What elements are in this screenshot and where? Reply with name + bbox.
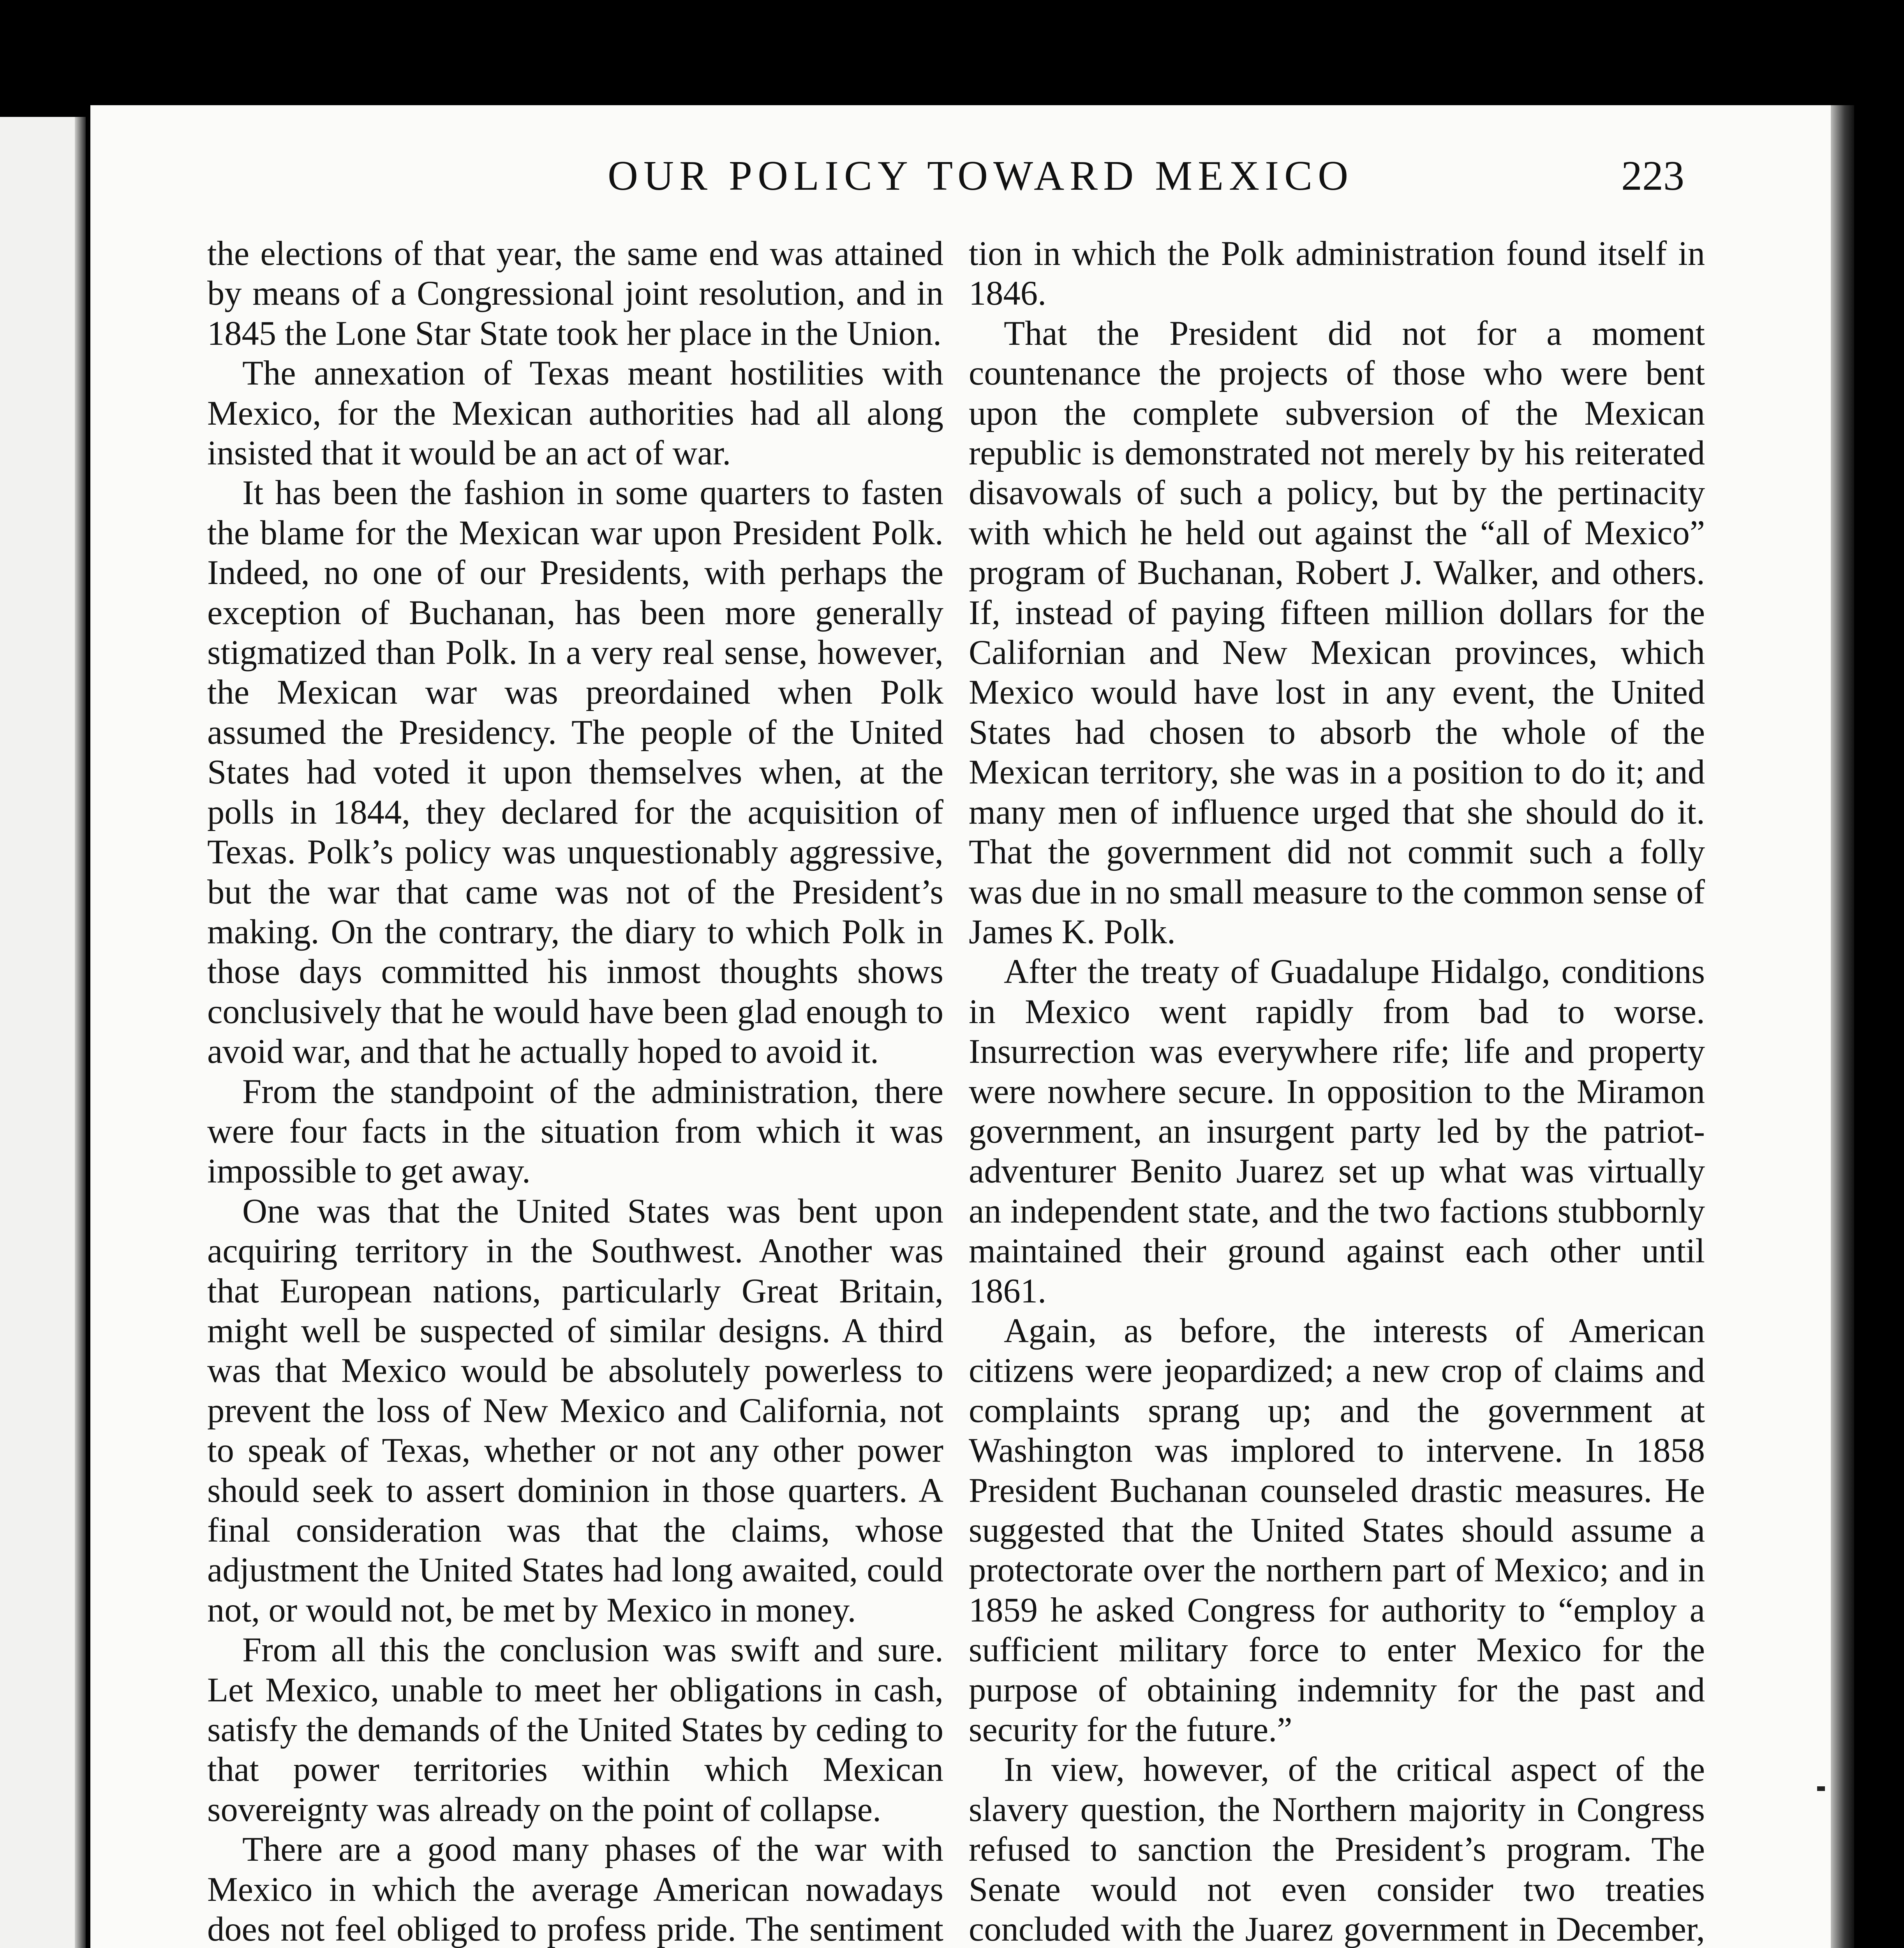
paragraph: The annexation of Texas meant hostilities with Mexico, for the Mexican authorities had all along insisted that it would be an act of war. [207, 354, 943, 473]
facing-page-edge [0, 117, 86, 1948]
paragraph: That the President did not for a moment countenance the projects of those who were bent upon the complete subversion of the Mexican republic is demonstrated not merely by his reiterated disavowals of such a policy, but by the pertinacity with which he held out against the “all of Mexico” program of Buchanan, Robert J. Walker, and others. If, instead of paying fifteen million dollars for the Californian and New Mexican provinces, which Mexico would have lost in any event, the United States had chosen to absorb the whole of the Mexican territory, she was in a position to do it; and many men of influence urged that she should do it. That the government did not commit such a folly was due in no small measure to the common sense of James K. Polk. [969, 314, 1705, 951]
left-column [207, 234, 943, 1948]
right-column [969, 234, 1705, 1948]
print-speck [1817, 1786, 1825, 1791]
page-number: 223 [1621, 153, 1684, 199]
paragraph: In view, however, of the critical aspect of the slavery question, the Northern majority in Congress refused to sanction the President’s program. The Senate would not even consider two treaties concluded with the Juarez government in December, [969, 1750, 1705, 1948]
paragraph: There are a good many phases of the war with Mexico in which the average American nowadays does not feel obliged to profess pride. The sentiment [207, 1830, 943, 1948]
paragraph: After the treaty of Guadalupe Hidalgo, conditions in Mexico went rapidly from bad to worse. Insurrection was everywhere rife; life and property were nowhere secure. In opposition to the Miramon government, an insurgent party led by the patriot-adventurer Benito Juarez set up what was virtually an independent state, and the two factions stubbornly maintained their ground against each other until 1861. [969, 953, 1705, 1310]
paragraph: tion in which the Polk administration found itself in 1846. [969, 235, 1705, 313]
page-binding-edge [1831, 105, 1854, 1948]
book-page [90, 105, 1832, 1948]
paragraph: It has been the fashion in some quarters to fasten the blame for the Mexican war upon President Polk. Indeed, no one of our Presidents, with perhaps the exception of Buchanan, has been more generally stigmatized than Polk. In a very real sense, however, the Mexican war was preordained when Polk assumed the Presidency. The people of the United States had voted it upon themselves when, at the polls in 1844, they declared for the acquisition of Texas. Polk’s policy was unquestionably aggressive, but the war that came was not of the President’s making. On the contrary, the diary to which Polk in those days committed his inmost thoughts shows conclusively that he would have been glad enough to avoid war, and that he actually hoped to avoid it. [207, 474, 943, 1071]
paragraph: From all this the conclusion was swift and sure. Let Mexico, unable to meet her obligations in cash, satisfy the demands of the United States by ceding to that power territories within which Mexican sovereignty was already on the point of collapse. [207, 1631, 943, 1829]
paragraph: Again, as before, the interests of American citizens were jeopardized; a new crop of claims and complaints sprang up; and the government at Washington was implored to intervene. In 1858 President Buchanan counseled drastic measures. He suggested that the United States should assume a protectorate over the northern part of Mexico; and in 1859 he asked Congress for authority to “employ a sufficient military force to enter Mexico for the purpose of obtaining indemnity for the past and security for the future.” [969, 1311, 1705, 1749]
paragraph: One was that the United States was bent upon acquiring territory in the Southwest. Another was that European nations, particularly Great Britain, might well be suspected of similar designs. A third was that Mexico would be absolutely powerless to prevent the loss of New Mexico and California, not to speak of Texas, whether or not any other power should seek to assert dominion in those quarters. A final consideration was that the claims, whose adjustment the United States had long awaited, could not, or would not, be met by Mexico in money. [207, 1192, 943, 1629]
running-head [90, 152, 1832, 222]
paragraph: the elections of that year, the same end was attained by means of a Congressional joint resolution, and in 1845 the Lone Star State took her place in the Union. [207, 235, 943, 353]
paragraph: From the standpoint of the administration, there were four facts in the situation from which it was impossible to get away. [207, 1072, 943, 1191]
running-title: OUR POLICY TOWARD MEXICO [608, 153, 1354, 199]
